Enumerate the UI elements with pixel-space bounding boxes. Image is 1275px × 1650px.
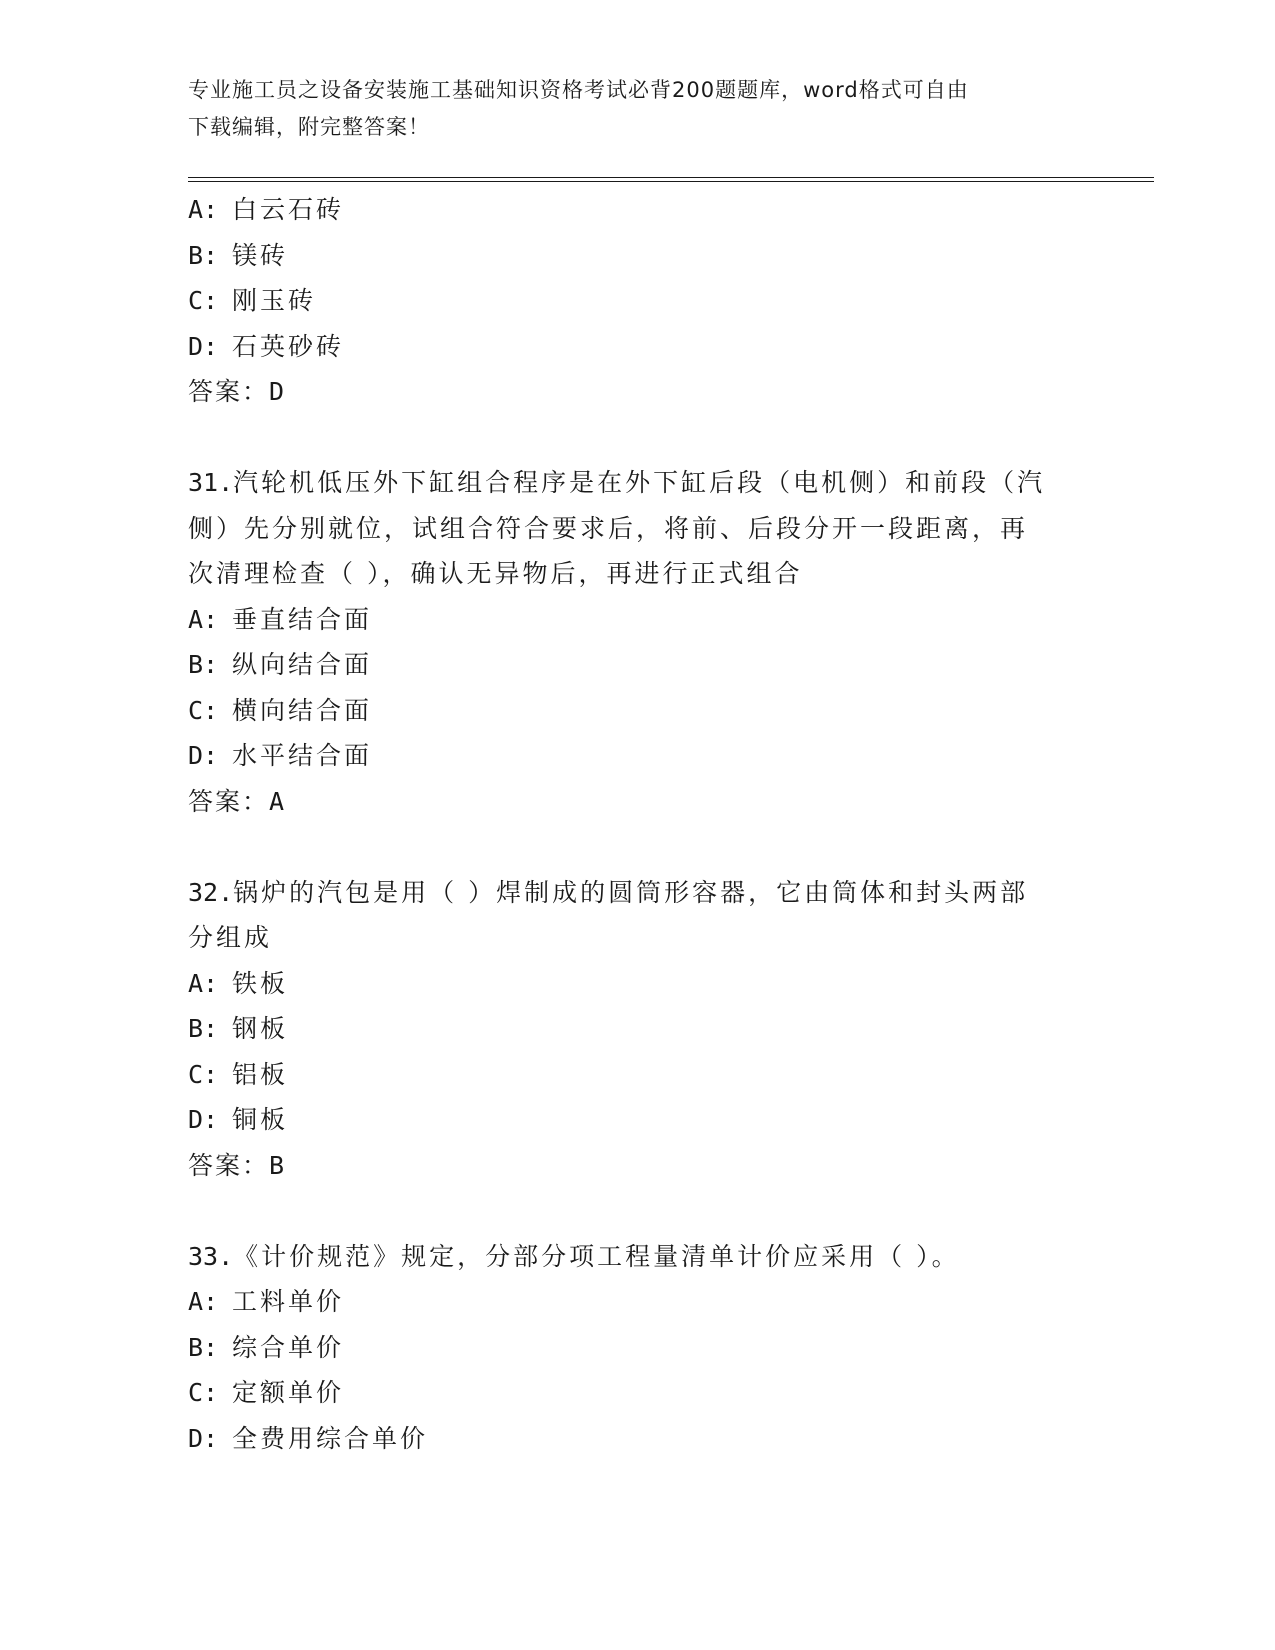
spacer <box>188 415 1088 461</box>
question-stem-line: 侧）先分别就位，试组合符合要求后，将前、后段分开一段距离，再 <box>188 513 1029 543</box>
answer-value: A <box>269 786 287 816</box>
question-text: 汽轮机低压外下缸组合程序是在外下缸后段（电机侧）和前段（汽 <box>233 468 1046 497</box>
question-stem-line <box>188 460 1088 506</box>
option-b <box>188 1006 1088 1052</box>
option-letter: C: <box>188 695 219 725</box>
question-30-continued <box>188 187 1088 415</box>
option-b <box>188 233 1088 279</box>
option-letter: B: <box>188 1014 219 1043</box>
option-letter: D: <box>188 331 219 361</box>
option-letter: C: <box>188 1059 219 1089</box>
option-text: 钢板 <box>232 1014 289 1043</box>
answer-line <box>188 779 1088 825</box>
option-d <box>188 1416 1088 1462</box>
option-text: 铝板 <box>232 1059 289 1089</box>
option-text: 垂直结合面 <box>232 604 373 634</box>
answer-value: D <box>269 377 287 406</box>
answer-line <box>188 1143 1088 1189</box>
question-33 <box>188 1234 1088 1462</box>
question-number: 31. <box>188 468 234 497</box>
question-stem-line: 次清理检查（ ），确认无异物后，再进行正式组合 <box>188 559 803 588</box>
answer-line <box>188 369 1088 415</box>
option-text: 刚玉砖 <box>232 286 317 315</box>
answer-label: 答案： <box>188 377 270 406</box>
option-letter: A: <box>188 968 219 998</box>
question-number: 32. <box>188 877 234 907</box>
answer-value: B <box>269 1150 287 1180</box>
option-d <box>188 324 1088 370</box>
answer-label: 答案： <box>188 1150 270 1180</box>
option-a <box>188 187 1088 233</box>
question-31 <box>188 460 1088 824</box>
option-text: 综合单价 <box>232 1332 345 1362</box>
question-32 <box>188 870 1088 1189</box>
option-letter: A: <box>188 195 219 224</box>
option-c <box>188 1052 1088 1098</box>
question-stem-line: 分组成 <box>188 923 273 952</box>
option-text: 水平结合面 <box>232 741 373 770</box>
header-line-1: 专业施工员之设备安装施工基础知识资格考试必背200题题库，word格式可自由 <box>188 78 969 102</box>
option-text: 全费用综合单价 <box>232 1423 429 1453</box>
question-stem-line <box>188 1234 1088 1280</box>
question-list <box>188 187 1088 1461</box>
option-text: 纵向结合面 <box>232 650 373 679</box>
header-divider-top <box>188 177 1154 178</box>
option-letter: C: <box>188 286 219 315</box>
question-text: 《计价规范》规定，分部分项工程量清单计价应采用（ ）。 <box>233 1241 960 1271</box>
option-c <box>188 278 1088 324</box>
option-a <box>188 1279 1088 1325</box>
option-letter: D: <box>188 741 219 770</box>
option-letter: A: <box>188 604 219 634</box>
question-text: 锅炉的汽包是用（ ）焊制成的圆筒形容器，它由筒体和封头两部 <box>233 877 1029 907</box>
option-text: 白云石砖 <box>232 195 345 224</box>
option-d <box>188 1097 1088 1143</box>
option-letter: B: <box>188 650 219 679</box>
option-text: 镁砖 <box>232 240 289 270</box>
option-letter: C: <box>188 1378 219 1407</box>
option-text: 工料单价 <box>232 1287 345 1316</box>
option-d <box>188 733 1088 779</box>
option-letter: D: <box>188 1105 219 1134</box>
question-stem-line <box>188 870 1088 916</box>
header-divider-bottom <box>188 181 1154 182</box>
document-header <box>188 72 1068 146</box>
option-c <box>188 688 1088 734</box>
option-text: 铜板 <box>232 1105 289 1134</box>
option-text: 横向结合面 <box>232 695 373 725</box>
option-letter: A: <box>188 1287 219 1316</box>
option-letter: B: <box>188 1332 219 1362</box>
option-c <box>188 1370 1088 1416</box>
option-letter: B: <box>188 240 219 270</box>
spacer <box>188 824 1088 870</box>
option-text: 定额单价 <box>232 1378 345 1407</box>
option-a <box>188 597 1088 643</box>
option-b <box>188 1325 1088 1371</box>
answer-label: 答案： <box>188 786 270 816</box>
question-number: 33. <box>188 1241 234 1271</box>
spacer <box>188 1188 1088 1234</box>
option-text: 铁板 <box>232 968 289 998</box>
option-b <box>188 642 1088 688</box>
option-letter: D: <box>188 1423 219 1453</box>
header-line-2: 下载编辑，附完整答案！ <box>188 115 430 139</box>
option-a <box>188 961 1088 1007</box>
option-text: 石英砂砖 <box>232 331 345 361</box>
